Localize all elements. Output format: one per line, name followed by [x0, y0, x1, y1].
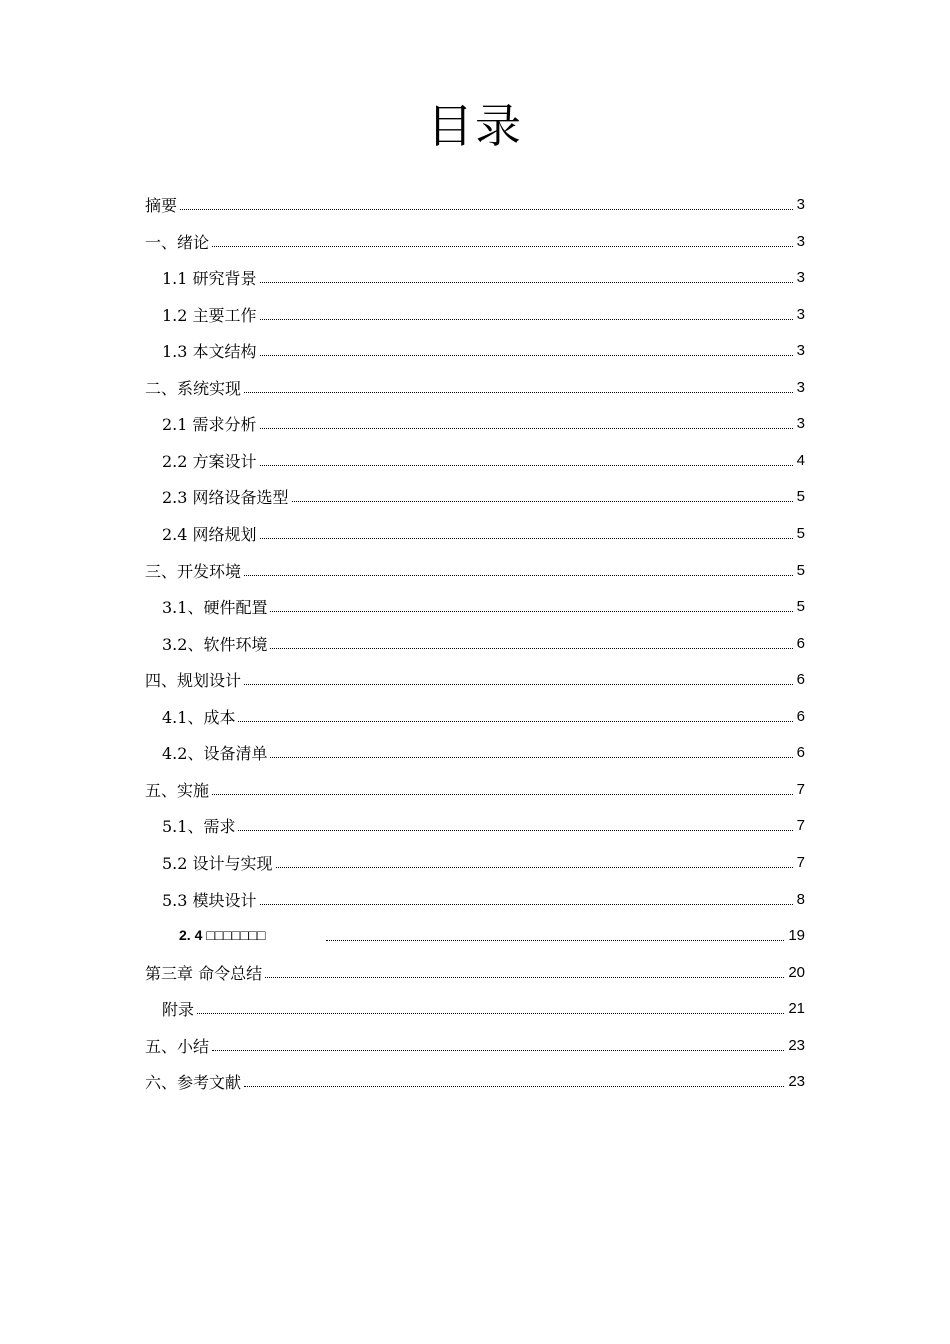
toc-entry-page: 6: [796, 670, 805, 688]
toc-entry[interactable]: [162, 807, 805, 843]
toc-entry[interactable]: [162, 844, 805, 880]
toc-leader-dots: [212, 1049, 784, 1051]
toc-entry-page: 23: [788, 1072, 805, 1090]
toc-leader-dots: [260, 354, 793, 356]
toc-entry[interactable]: [145, 186, 805, 222]
toc-entry-page: 5: [796, 524, 805, 542]
toc-entry-label: 4.1、成本: [162, 707, 236, 727]
toc-entry-label: 5.1、需求: [162, 816, 236, 836]
toc-entry[interactable]: [162, 698, 805, 734]
toc-entry-page: 3: [796, 268, 805, 286]
toc-leader-dots: [238, 720, 792, 722]
toc-leader-dots: [244, 574, 793, 576]
toc-entry-label: 2.4 网络规划: [162, 524, 257, 544]
toc-entry[interactable]: [145, 954, 805, 990]
toc-entry-page: 3: [796, 232, 805, 250]
toc-entry-page: 4: [796, 451, 805, 469]
toc-leader-dots: [244, 683, 793, 685]
toc-entry[interactable]: [162, 259, 805, 295]
toc-entry-page: 3: [796, 378, 805, 396]
toc-leader-dots: [260, 281, 793, 283]
toc-entry-label: 1.3 本文结构: [162, 341, 257, 361]
toc-entry-page: 20: [788, 963, 805, 981]
toc-entry-page: 5: [796, 561, 805, 579]
toc-entry-label: 1.2 主要工作: [162, 305, 257, 325]
toc-leader-dots: [270, 756, 792, 758]
toc-leader-dots: [244, 391, 793, 393]
toc-entry-label: 2.1 需求分析: [162, 414, 257, 434]
toc-entry[interactable]: [162, 332, 805, 368]
toc-entry-label: 2. 4 □□□□□□□: [179, 927, 266, 943]
toc-entry-page: 6: [796, 707, 805, 725]
toc-entry-page: 3: [796, 341, 805, 359]
toc-leader-dots: [260, 537, 793, 539]
toc-entry[interactable]: [145, 223, 805, 259]
toc-entry-page: 23: [788, 1036, 805, 1054]
toc-entry-page: 8: [796, 890, 805, 908]
toc-entry[interactable]: [145, 369, 805, 405]
toc-leader-dots: [212, 793, 793, 795]
toc-entry[interactable]: [162, 588, 805, 624]
toc-entry-label: 2.3 网络设备选型: [162, 487, 289, 507]
toc-entry-label: 第三章 命令总结: [145, 963, 263, 983]
toc-leader-dots: [212, 245, 793, 247]
toc-entry-label: 二、系统实现: [145, 378, 242, 398]
toc-leader-dots: [260, 427, 793, 429]
toc-entry[interactable]: [162, 990, 805, 1026]
toc-leader-dots: [276, 866, 793, 868]
toc-entry[interactable]: [162, 625, 805, 661]
toc-entry[interactable]: [162, 734, 805, 770]
toc-leader-dots: [265, 976, 784, 978]
toc-leader-dots: [270, 610, 792, 612]
toc-entry-label: 三、开发环境: [145, 561, 242, 581]
toc-entry-page: 21: [788, 999, 805, 1017]
toc-entry[interactable]: [145, 1063, 805, 1099]
toc-entry-page: 7: [796, 853, 805, 871]
toc-entry-label: 附录: [162, 999, 195, 1019]
toc-entry-label: 1.1 研究背景: [162, 268, 257, 288]
toc-entry-page: 7: [796, 816, 805, 834]
toc-entry-label: 摘要: [145, 195, 178, 215]
toc-entry[interactable]: [162, 515, 805, 551]
toc-leader-dots: [260, 464, 793, 466]
toc-entry[interactable]: [162, 881, 805, 917]
toc-entry-page: 6: [796, 743, 805, 761]
toc-entry[interactable]: [145, 771, 805, 807]
toc-leader-dots: [180, 208, 793, 210]
toc-entry-page: 5: [796, 597, 805, 615]
toc-entry-label: 五、小结: [145, 1036, 210, 1056]
toc-entry[interactable]: [162, 296, 805, 332]
toc-entry[interactable]: [162, 405, 805, 441]
toc-entry-label: 2.2 方案设计: [162, 451, 257, 471]
toc-title: 目录: [427, 99, 523, 153]
toc-entry-label: 3.1、硬件配置: [162, 597, 268, 617]
toc-entry-page: 5: [796, 487, 805, 505]
toc-entry-label: 六、参考文献: [145, 1072, 242, 1092]
toc-leader-dots: [244, 1085, 784, 1087]
toc-entry-page: 3: [796, 414, 805, 432]
toc-entry-label: 一、绪论: [145, 232, 210, 252]
toc-leader-dots: [260, 903, 793, 905]
toc-entry[interactable]: [145, 1027, 805, 1063]
toc-entry[interactable]: [179, 917, 805, 953]
toc-entry-label: 5.2 设计与实现: [162, 853, 273, 873]
toc-entry-label: 四、规划设计: [145, 670, 242, 690]
toc-entry[interactable]: [162, 478, 805, 514]
toc-leader-dots: [292, 500, 793, 502]
toc-leader-dots: [326, 939, 784, 941]
toc-leader-dots: [260, 318, 793, 320]
toc-entry-label: 3.2、软件环境: [162, 634, 268, 654]
toc-entry-page: 3: [796, 195, 805, 213]
toc-entry-page: 19: [788, 926, 805, 944]
toc-leader-dots: [238, 829, 792, 831]
toc-leader-dots: [270, 647, 792, 649]
toc-entry-label: 五、实施: [145, 780, 210, 800]
toc-entry-label: 5.3 模块设计: [162, 890, 257, 910]
toc-entry[interactable]: [145, 552, 805, 588]
toc-leader-dots: [197, 1012, 784, 1014]
toc-entry-page: 6: [796, 634, 805, 652]
toc-entry-page: 3: [796, 305, 805, 323]
toc-entry[interactable]: [145, 661, 805, 697]
toc-entry-label: 4.2、设备清单: [162, 743, 268, 763]
toc-entry[interactable]: [162, 442, 805, 478]
toc-entry-page: 7: [796, 780, 805, 798]
